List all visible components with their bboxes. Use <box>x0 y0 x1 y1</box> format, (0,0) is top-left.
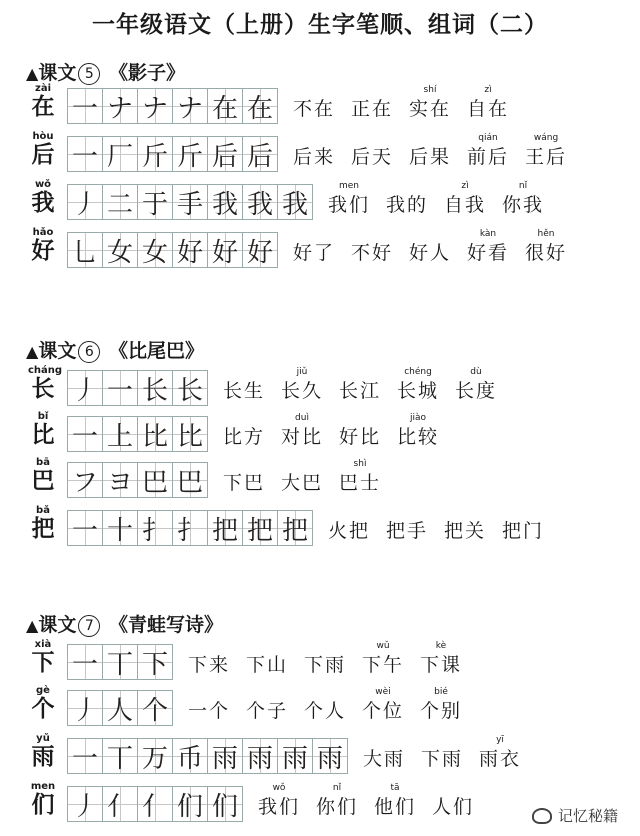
word-pinyin: nǐ <box>518 181 528 191</box>
main-character <box>28 506 58 542</box>
character-pinyin: bā <box>36 457 50 468</box>
word-pinyin: wèi <box>375 687 391 697</box>
word-item <box>420 686 462 724</box>
stroke-cell: ナ <box>172 88 208 124</box>
stroke-order-grid <box>68 510 313 546</box>
word-pinyin <box>502 506 544 518</box>
word-item <box>479 734 521 772</box>
word-pinyin: jiǔ <box>296 367 308 377</box>
word-pinyin <box>304 686 346 698</box>
word-hanzi: 我们 <box>328 194 371 216</box>
word-hanzi: 长城 <box>397 380 440 402</box>
word-pinyin <box>281 458 323 470</box>
stroke-cell: 二 <box>102 184 138 220</box>
word-item <box>362 686 404 724</box>
stroke-order-grid <box>68 416 208 452</box>
word-hanzi: 一个 <box>188 700 231 722</box>
word-pinyin <box>188 640 230 652</box>
word-pinyin: zì <box>484 85 492 95</box>
word-item <box>374 782 416 820</box>
main-character <box>28 365 63 402</box>
stroke-cell: ナ <box>137 88 173 124</box>
word-hanzi: 后果 <box>409 146 452 168</box>
word-pinyin <box>246 640 288 652</box>
word-pinyin: duì <box>295 413 309 423</box>
word-item <box>525 228 567 266</box>
word-item <box>223 366 265 404</box>
stroke-cell: 们 <box>172 786 208 822</box>
stroke-cell: 个 <box>137 690 173 726</box>
character-hanzi: 比 <box>31 421 55 448</box>
stroke-cell: 万 <box>137 738 173 774</box>
stroke-cell: 们 <box>207 786 243 822</box>
word-item <box>444 506 486 544</box>
main-character <box>28 640 58 676</box>
word-pinyin <box>409 132 451 144</box>
stroke-cell: 后 <box>207 136 243 172</box>
character-pinyin: cháng <box>28 365 63 376</box>
character-hanzi: 后 <box>31 141 55 168</box>
word-item <box>421 734 463 772</box>
word-hanzi: 好比 <box>339 426 382 448</box>
main-character <box>28 180 58 216</box>
stroke-cell: 手 <box>172 184 208 220</box>
stroke-cell: 扌 <box>137 510 173 546</box>
word-item <box>409 228 451 266</box>
stroke-cell: 好 <box>172 232 208 268</box>
word-hanzi: 我们 <box>258 796 301 818</box>
word-item <box>386 506 428 544</box>
word-pinyin <box>432 782 474 794</box>
stroke-cell: 女 <box>102 232 138 268</box>
word-pinyin <box>293 132 335 144</box>
word-pinyin: kè <box>435 641 447 651</box>
character-hanzi: 我 <box>31 189 55 216</box>
word-pinyin <box>293 84 335 96</box>
word-item <box>444 180 486 218</box>
word-pinyin <box>386 506 428 518</box>
word-item <box>502 180 544 218</box>
word-hanzi: 下雨 <box>421 748 464 770</box>
stroke-cell: 丅 <box>102 738 138 774</box>
stroke-order-grid <box>68 690 173 726</box>
stroke-cell: 后 <box>242 136 278 172</box>
word-hanzi: 把门 <box>502 520 545 542</box>
word-item <box>293 84 335 122</box>
word-item <box>304 640 346 678</box>
word-pinyin: yī <box>496 735 504 745</box>
word-hanzi: 雨衣 <box>479 748 522 770</box>
word-item <box>420 640 462 678</box>
word-pinyin <box>339 412 381 424</box>
word-pinyin: wǔ <box>376 641 390 651</box>
word-item <box>328 506 370 544</box>
stroke-cell: 扌 <box>172 510 208 546</box>
main-character <box>28 734 58 770</box>
stroke-cell: 雨 <box>207 738 243 774</box>
stroke-cell: 女 <box>137 232 173 268</box>
word-pinyin: dù <box>470 367 482 377</box>
character-pinyin: bǎ <box>36 505 50 516</box>
stroke-cell: 好 <box>207 232 243 268</box>
word-item <box>467 84 509 122</box>
stroke-cell: 比 <box>137 416 173 452</box>
word-pinyin: shì <box>353 459 367 469</box>
character-pinyin: gè <box>36 685 50 696</box>
lesson-label: 课文 <box>38 62 77 84</box>
triangle-icon: ▲ <box>26 616 39 635</box>
word-hanzi: 长度 <box>455 380 498 402</box>
word-hanzi: 火把 <box>328 520 371 542</box>
word-hanzi: 大雨 <box>363 748 406 770</box>
word-item <box>386 180 428 218</box>
wechat-logo-icon <box>532 808 552 824</box>
stroke-cell: 丿 <box>67 370 103 406</box>
word-item <box>502 506 544 544</box>
stroke-cell: 把 <box>277 510 313 546</box>
word-item <box>281 412 323 450</box>
word-item <box>281 458 323 496</box>
word-hanzi: 后天 <box>351 146 394 168</box>
word-hanzi: 把关 <box>444 520 487 542</box>
stroke-cell: 亻 <box>137 786 173 822</box>
watermark-text: 记忆秘籍 <box>557 807 618 825</box>
word-pinyin: jiào <box>409 413 427 423</box>
word-hanzi: 个子 <box>246 700 289 722</box>
word-item <box>223 412 265 450</box>
word-pinyin: men <box>339 181 360 191</box>
word-pinyin <box>351 132 393 144</box>
word-item <box>293 132 335 170</box>
word-item <box>351 228 393 266</box>
stroke-cell: 在 <box>242 88 278 124</box>
word-pinyin <box>409 228 451 240</box>
word-hanzi: 大巴 <box>281 472 324 494</box>
stroke-cell: 把 <box>242 510 278 546</box>
stroke-cell: 丅 <box>102 644 138 680</box>
stroke-cell: 斤 <box>137 136 173 172</box>
word-item <box>362 640 404 678</box>
word-hanzi: 把手 <box>386 520 429 542</box>
stroke-cell: 厂 <box>102 136 138 172</box>
character-pinyin: men <box>30 781 56 792</box>
word-pinyin <box>246 686 288 698</box>
word-hanzi: 好看 <box>467 242 510 264</box>
stroke-cell: 雨 <box>312 738 348 774</box>
lesson-title: 《影子》 <box>102 62 185 84</box>
lesson-number: 5 <box>78 63 100 85</box>
character-hanzi: 们 <box>31 791 55 818</box>
stroke-cell: 在 <box>207 88 243 124</box>
stroke-order-grid <box>68 462 208 498</box>
main-character <box>28 228 58 264</box>
word-item <box>281 366 323 404</box>
word-item <box>223 458 265 496</box>
word-item <box>397 412 439 450</box>
stroke-cell: 雨 <box>277 738 313 774</box>
word-hanzi: 下来 <box>188 654 231 676</box>
stroke-cell: 比 <box>172 416 208 452</box>
word-pinyin <box>444 506 486 518</box>
word-pinyin <box>363 734 405 746</box>
word-hanzi: 自在 <box>467 98 510 120</box>
triangle-icon: ▲ <box>26 342 39 361</box>
word-pinyin <box>223 412 265 424</box>
stroke-order-grid <box>68 738 348 774</box>
stroke-order-grid <box>68 786 243 822</box>
character-hanzi: 长 <box>31 375 55 402</box>
word-hanzi: 好了 <box>293 242 336 264</box>
word-item <box>339 366 381 404</box>
word-hanzi: 长久 <box>281 380 324 402</box>
word-hanzi: 他们 <box>374 796 417 818</box>
word-item <box>467 228 509 266</box>
word-item <box>188 686 230 724</box>
word-item <box>409 84 451 122</box>
stroke-cell: 好 <box>242 232 278 268</box>
lesson-number: 6 <box>78 341 100 363</box>
word-hanzi: 长江 <box>339 380 382 402</box>
word-hanzi: 人们 <box>432 796 475 818</box>
stroke-order-grid <box>68 232 278 268</box>
word-pinyin: tā <box>390 783 400 793</box>
word-item <box>339 458 381 496</box>
stroke-cell: 上 <box>102 416 138 452</box>
word-hanzi: 长生 <box>223 380 266 402</box>
lesson-title: 《比尾巴》 <box>102 340 204 362</box>
word-hanzi: 下巴 <box>223 472 266 494</box>
lesson-heading <box>26 336 204 363</box>
lesson-heading <box>26 610 223 637</box>
word-pinyin: wǒ <box>272 783 286 793</box>
character-hanzi: 下 <box>31 649 55 676</box>
main-character <box>28 132 58 168</box>
character-pinyin: zài <box>35 83 51 94</box>
character-pinyin: hǎo <box>32 227 54 238</box>
word-hanzi: 你们 <box>316 796 359 818</box>
character-hanzi: 巴 <box>31 467 55 494</box>
stroke-cell: 丿 <box>67 184 103 220</box>
triangle-icon: ▲ <box>26 64 39 83</box>
character-hanzi: 雨 <box>31 743 55 770</box>
character-pinyin: yǔ <box>36 733 50 744</box>
word-item <box>351 84 393 122</box>
word-hanzi: 很好 <box>525 242 568 264</box>
word-pinyin <box>421 734 463 746</box>
word-item <box>258 782 300 820</box>
lesson-label: 课文 <box>38 340 77 362</box>
word-item <box>351 132 393 170</box>
word-pinyin: hěn <box>537 229 555 239</box>
word-hanzi: 你我 <box>502 194 545 216</box>
word-hanzi: 下课 <box>420 654 463 676</box>
stroke-cell: 斤 <box>172 136 208 172</box>
stroke-order-grid <box>68 184 313 220</box>
stroke-cell: 下 <box>137 644 173 680</box>
word-item <box>293 228 335 266</box>
page-title: 一年级语文（上册）生字笔顺、组词（二） <box>92 12 548 38</box>
word-hanzi: 对比 <box>281 426 324 448</box>
stroke-cell: 一 <box>67 88 103 124</box>
word-hanzi: 不在 <box>293 98 336 120</box>
character-pinyin: wǒ <box>34 179 52 190</box>
word-hanzi: 实在 <box>409 98 452 120</box>
word-item <box>432 782 474 820</box>
word-pinyin: kàn <box>479 229 497 239</box>
word-item <box>316 782 358 820</box>
stroke-cell: 十 <box>102 510 138 546</box>
word-hanzi: 我的 <box>386 194 429 216</box>
main-character <box>28 84 58 120</box>
word-item <box>455 366 497 404</box>
word-pinyin: chéng <box>404 367 432 377</box>
word-item <box>328 180 370 218</box>
lesson-heading <box>26 58 185 85</box>
word-item <box>525 132 567 170</box>
stroke-cell: 丿 <box>67 690 103 726</box>
word-hanzi: 个人 <box>304 700 347 722</box>
word-pinyin: nǐ <box>332 783 342 793</box>
word-item <box>467 132 509 170</box>
stroke-cell: 币 <box>172 738 208 774</box>
main-character <box>28 686 58 722</box>
stroke-order-grid <box>68 136 278 172</box>
main-character <box>28 412 58 448</box>
word-pinyin: wáng <box>533 133 559 143</box>
word-pinyin <box>304 640 346 652</box>
stroke-cell: 我 <box>277 184 313 220</box>
character-hanzi: 好 <box>31 237 55 264</box>
word-hanzi: 个别 <box>420 700 463 722</box>
stroke-cell: 长 <box>172 370 208 406</box>
word-pinyin: shí <box>423 85 437 95</box>
word-hanzi: 下午 <box>362 654 405 676</box>
lesson-label: 课文 <box>38 614 77 636</box>
word-hanzi: 后来 <box>293 146 336 168</box>
word-hanzi: 自我 <box>444 194 487 216</box>
stroke-cell: 把 <box>207 510 243 546</box>
stroke-cell: 亻 <box>102 786 138 822</box>
stroke-cell: 一 <box>67 644 103 680</box>
word-hanzi: 下雨 <box>304 654 347 676</box>
character-pinyin: hòu <box>32 131 54 142</box>
character-pinyin: xià <box>34 639 52 650</box>
word-hanzi: 巴士 <box>339 472 382 494</box>
lesson-title: 《青蛙写诗》 <box>102 614 223 636</box>
character-hanzi: 个 <box>31 695 55 722</box>
lesson-number: 7 <box>78 615 100 637</box>
word-pinyin <box>293 228 335 240</box>
stroke-cell: 我 <box>207 184 243 220</box>
word-pinyin <box>328 506 370 518</box>
main-character <box>28 458 58 494</box>
watermark <box>532 805 618 826</box>
word-pinyin <box>188 686 230 698</box>
word-pinyin <box>339 366 381 378</box>
stroke-cell: 一 <box>67 510 103 546</box>
word-item <box>246 640 288 678</box>
word-hanzi: 不好 <box>351 242 394 264</box>
word-pinyin: qián <box>478 133 498 143</box>
character-pinyin: bǐ <box>37 411 49 422</box>
stroke-cell: 巴 <box>172 462 208 498</box>
word-item <box>409 132 451 170</box>
word-pinyin <box>351 84 393 96</box>
stroke-order-grid <box>68 88 278 124</box>
word-item <box>397 366 439 404</box>
stroke-cell: 一 <box>67 136 103 172</box>
word-hanzi: 下山 <box>246 654 289 676</box>
stroke-order-grid <box>68 370 208 406</box>
word-hanzi: 正在 <box>351 98 394 120</box>
word-hanzi: 王后 <box>525 146 568 168</box>
word-item <box>363 734 405 772</box>
word-item <box>188 640 230 678</box>
word-pinyin <box>223 366 265 378</box>
word-hanzi: 比方 <box>223 426 266 448</box>
word-pinyin <box>351 228 393 240</box>
word-item <box>304 686 346 724</box>
stroke-cell: 长 <box>137 370 173 406</box>
stroke-cell: 人 <box>102 690 138 726</box>
word-pinyin <box>223 458 265 470</box>
word-pinyin: bié <box>434 687 448 697</box>
word-hanzi: 好人 <box>409 242 452 264</box>
stroke-cell: 乚 <box>67 232 103 268</box>
stroke-cell: 一 <box>67 416 103 452</box>
stroke-cell: 巴 <box>137 462 173 498</box>
stroke-cell: 于 <box>137 184 173 220</box>
word-item <box>339 412 381 450</box>
main-character <box>28 782 58 818</box>
word-item <box>246 686 288 724</box>
stroke-cell: 一 <box>67 738 103 774</box>
word-hanzi: 个位 <box>362 700 405 722</box>
stroke-cell: ナ <box>102 88 138 124</box>
stroke-cell: ヨ <box>102 462 138 498</box>
stroke-cell: 一 <box>102 370 138 406</box>
stroke-cell: 雨 <box>242 738 278 774</box>
character-hanzi: 把 <box>31 515 55 542</box>
word-pinyin <box>386 180 428 192</box>
stroke-cell: 我 <box>242 184 278 220</box>
word-hanzi: 前后 <box>467 146 510 168</box>
stroke-cell: フ <box>67 462 103 498</box>
word-hanzi: 比较 <box>397 426 440 448</box>
character-hanzi: 在 <box>31 93 55 120</box>
stroke-cell: 丿 <box>67 786 103 822</box>
word-pinyin: zì <box>461 181 469 191</box>
stroke-order-grid <box>68 644 173 680</box>
